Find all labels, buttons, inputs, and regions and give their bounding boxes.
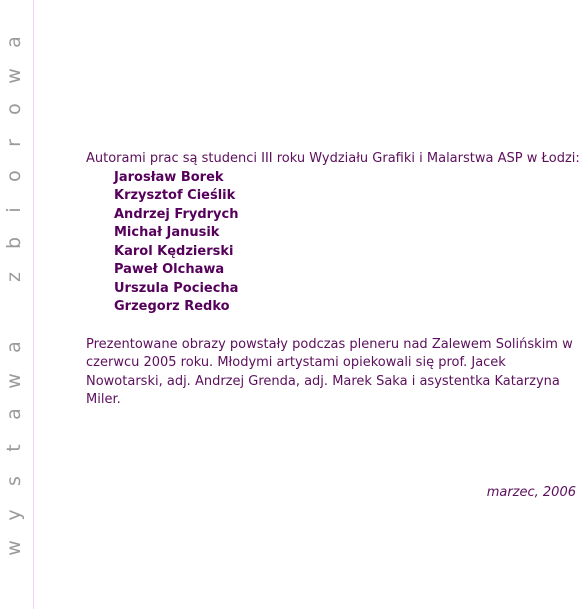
vertical-title-letter: i [3,207,25,213]
sidebar-divider [33,0,34,609]
vertical-title-letter: a [3,36,25,48]
vertical-title-letter: a [3,408,25,420]
author-name: Michał Janusik [114,225,220,240]
description-text: Prezentowane obrazy powstały podczas pleneru nad Zalewem Solińskim w czerwcu 2005 roku. Młodymi artystami opiekowali się prof. Jacek Nowotarski, adj. Andrzej Grenda, adj. Marek Saka i asystentka Katarzyna Miler. [86,336,573,407]
author-name: Urszula Pociecha [114,280,239,296]
vertical-title-letter: z [3,271,25,282]
vertical-title [3,0,25,609]
author-name: Paweł Olchawa [114,262,225,277]
vertical-title-letter: w [3,540,25,556]
main-content [86,150,582,410]
vertical-title-letter: w [3,372,25,389]
vertical-title-letter: t [3,443,25,452]
vertical-title-letter: s [3,476,25,486]
author-list [86,169,582,317]
author-name: Krzysztof Cieślik [114,188,236,203]
intro-text: Autorami prac są studenci III roku Wydziału Grafiki i Malarstwa ASP w Łodzi: [86,151,580,166]
author-name: Grzegorz Redko [114,299,230,314]
vertical-title-letter: o [3,103,25,115]
vertical-title-letter: o [3,170,25,182]
vertical-title-letter: r [3,138,25,147]
vertical-title-letter: w [3,67,25,84]
vertical-title-letter: y [3,508,25,521]
author-name: Andrzej Frydrych [114,206,239,222]
author-name: Jarosław Borek [114,169,224,185]
vertical-title-letter: b [3,237,25,250]
date-label: marzec, 2006 [486,485,576,500]
vertical-title-letter: a [3,341,25,353]
author-name: Karol Kędzierski [114,243,234,259]
